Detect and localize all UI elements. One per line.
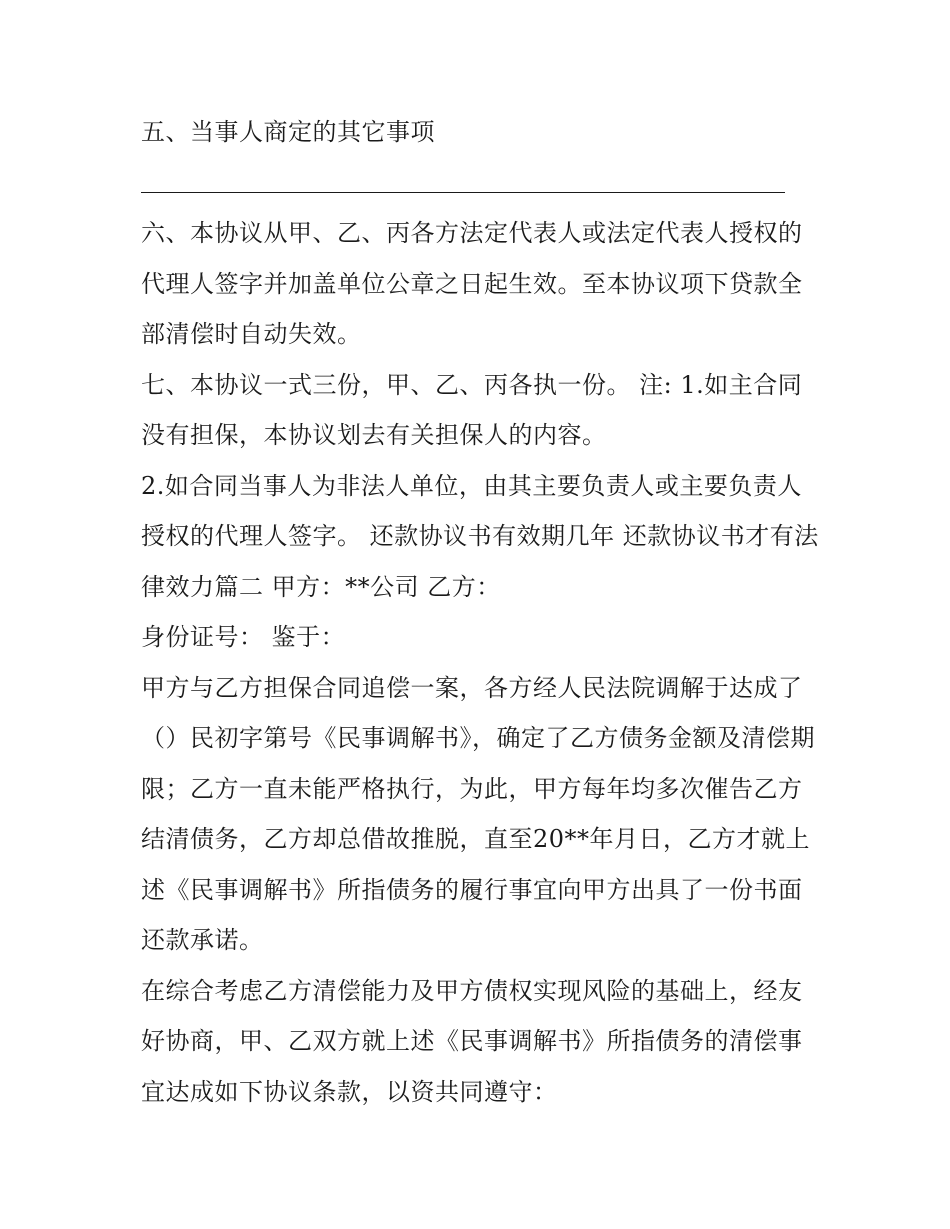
paragraph-section-7: 七、本协议一式三份，甲、乙、丙各执一份。 注: 1.如主合同没有担保，本协议划去有关担保人的内容。	[141, 370, 803, 449]
paragraph-background: 甲方与乙方担保合同追偿一案，各方经人民法院调解于达成了（）民初字第号《民事调解书》，确定了乙方债务金额及清偿期限；乙方一直未能严格执行，为此，甲方每年均多次催告乙方结清债务，乙方却总借故推脱，直至20**年月日，乙方才就上述《民事调解书》所指债务的履行事宜向甲方出具了一份书面还款承诺。	[141, 673, 815, 954]
paragraph-note-2: 2.如合同当事人为非法人单位，由其主要负责人或主要负责人授权的代理人签字。 还款协议书有效期几年 还款协议书才有法律效力篇二 甲方：**公司 乙方：	[141, 471, 819, 601]
paragraph-id-number: 身份证号： 鉴于：	[141, 623, 346, 651]
paragraph-section-6: 六、本协议从甲、乙、丙各方法定代表人或法定代表人授权的代理人签字并加盖单位公章之日起生效。至本协议项下贷款全部清偿时自动失效。	[141, 219, 803, 348]
paragraph-agreement-intro: 在综合考虑乙方清偿能力及甲方债权实现风险的基础上，经友好协商，甲、乙双方就上述《民事调解书》所指债务的清偿事宜达成如下协议条款，以资共同遵守：	[141, 976, 803, 1106]
paragraph-section-5-heading: 五、当事人商定的其它事项	[141, 118, 435, 146]
underline-rule	[141, 192, 785, 193]
document-body	[141, 107, 821, 1117]
blank-fill-line	[141, 158, 821, 209]
